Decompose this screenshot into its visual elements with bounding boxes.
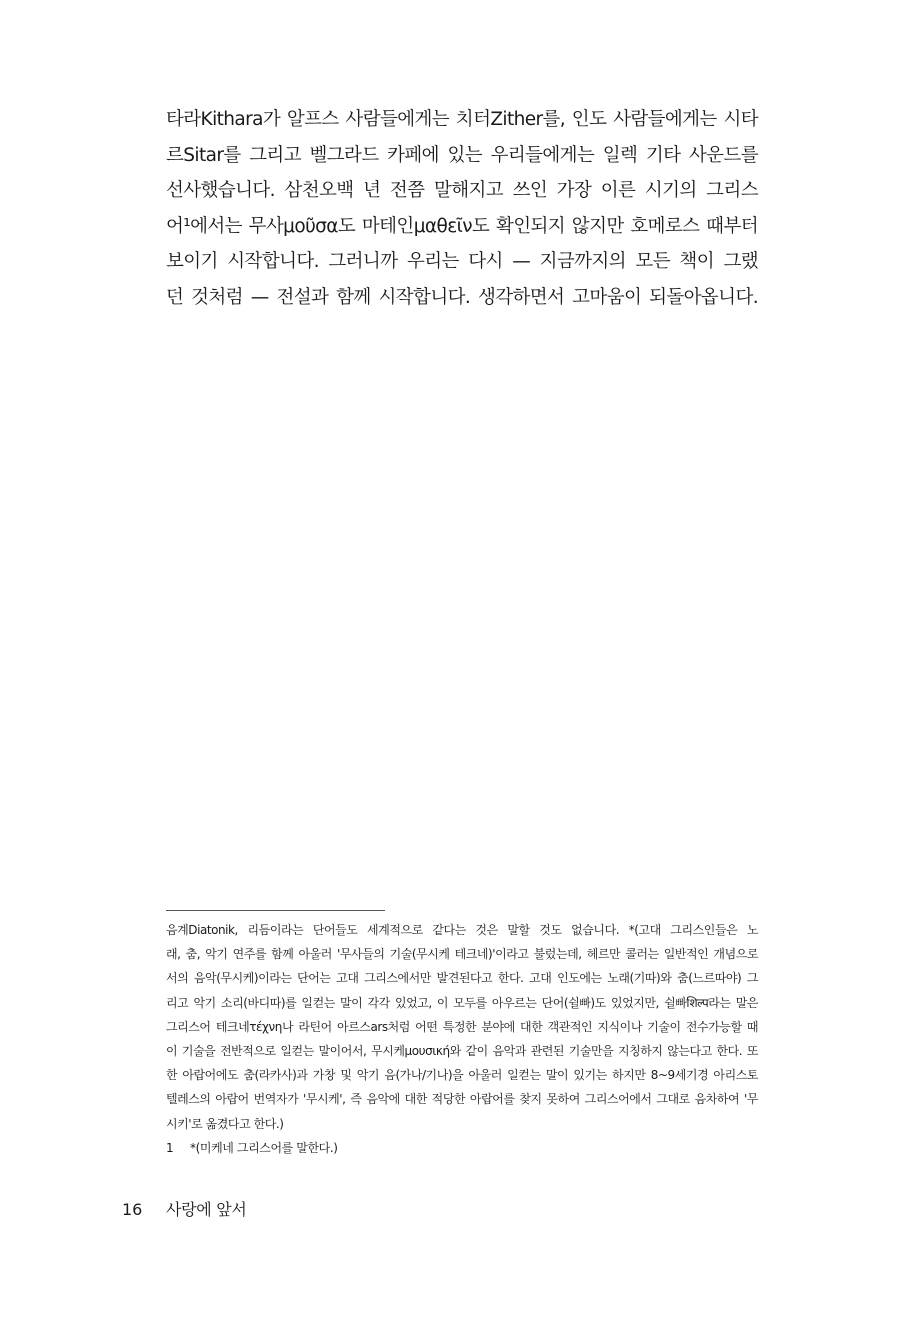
paragraph-line: 선사했습니다. 삼천오백 년 전쯤 말해지고 쓰인 가장 이른 시기의 그리스 [166, 180, 758, 201]
footnote-line: 텔레스의 아랍어 번역자가 '무시케', 즉 음악에 대한 적당한 아랍어를 찾지 못하여 그리스어에서 그대로 음차하여 '무 [166, 1092, 758, 1107]
footnote-divider [166, 910, 385, 911]
footnote-line: 시키'로 옮겼다고 한다.) [166, 1116, 284, 1131]
footnote-block [166, 918, 758, 1136]
footnote-text: *(미케네 그리스어를 말한다.) [190, 1141, 338, 1155]
running-title: 사랑에 앞서 [166, 1200, 247, 1219]
paragraph-line: 던 것처럼 — 전설과 함께 시작합니다. 생각하면서 고마움이 되돌아옵니다. [166, 286, 758, 308]
main-paragraph [166, 102, 758, 315]
paragraph-line: 보이기 시작합니다. 그러니까 우리는 다시 — 지금까지의 모든 책이 그랬 [166, 251, 758, 272]
footnote-line: 래, 춤, 악기 연주를 함께 아울러 '무사들의 기술(무시케 테크네)'이라고 불렀는데, 헤르만 콜러는 일반적인 개념으로 [166, 947, 758, 962]
footnote-1 [166, 1136, 338, 1160]
paragraph-line: 르Sitar를 그리고 벨그라드 카페에 있는 우리들에게는 일렉 기타 사운드를 [166, 144, 758, 166]
page-number: 16 [122, 1200, 143, 1219]
footnote-line: 한 아랍어에도 춤(라카사)과 가창 및 악기 음(가나/기나)을 아울러 일컫는 말이 있기는 하지만 8~9세기경 아리스토 [166, 1068, 758, 1083]
footnote-number: 1 [166, 1141, 174, 1155]
paragraph-line: 타라Kithara가 알프스 사람들에게는 치터Zither를, 인도 사람들에게는 시타 [166, 109, 758, 130]
footnote-line: 음계Diatonik, 리듬이라는 단어들도 세계적으로 같다는 것은 말할 것도 없습니다. *(고대 그리스인들은 노 [166, 923, 758, 937]
footnote-line: 리고 악기 소리(바디따)를 일컫는 말이 각각 있었고, 이 모두를 아우르는 단어(쉴빠)도 있었지만, 쉴빠शिल्प라는 말은 [166, 995, 758, 1010]
footnote-line: 서의 음악(무시케)이라는 단어는 고대 그리스에서만 발견된다고 한다. 고대 인도에는 노래(기따)와 춤(느르따야) 그 [166, 971, 758, 986]
footnote-line: 이 기술을 전반적으로 일컫는 말이어서, 무시케μουσική와 같이 음악과 관련된 기술만을 지칭하지 않는다고 한다. 또 [166, 1043, 758, 1058]
paragraph-line: 어¹에서는 무사μοῦσα도 마테인μαθεῖν도 확인되지 않지만 호메로스 때부터 [166, 215, 758, 237]
footnote-line: 그리스어 테크네τέχνη나 라틴어 아르스ars처럼 어떤 특정한 분야에 대한 객관적인 지식이나 기술이 전수가능할 때 [166, 1019, 758, 1034]
